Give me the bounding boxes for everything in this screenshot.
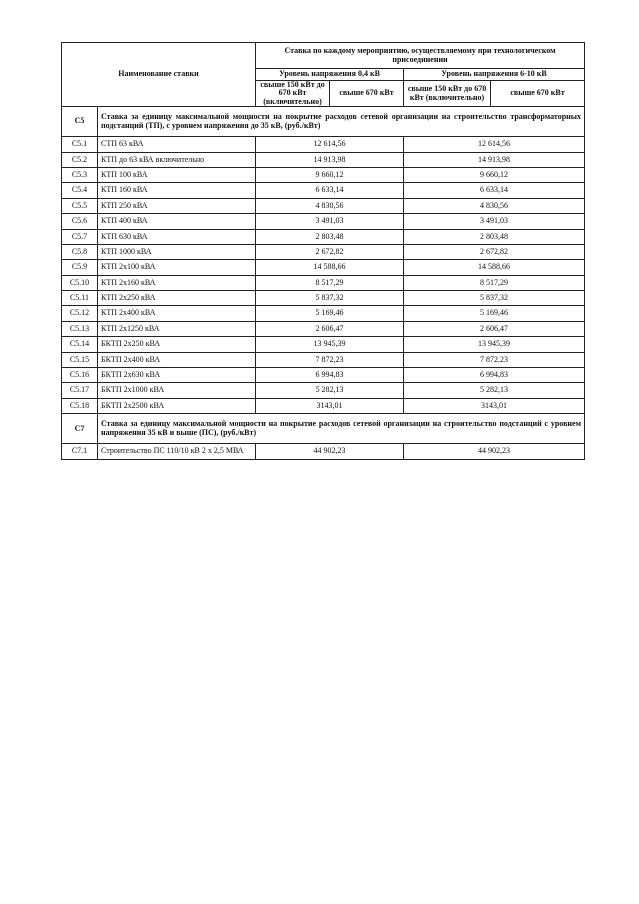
row-value-6-10kv: 14 913,98 [404, 152, 585, 167]
header-sub-6-10kv-150-670: свыше 150 кВт до 670 кВт (включительно) [404, 81, 491, 107]
row-name: КТП 160 кВА [98, 183, 256, 198]
row-value-6-10kv: 44 902,23 [404, 444, 585, 459]
row-value-04kv: 13 945,39 [256, 337, 404, 352]
row-value-04kv: 9 660,12 [256, 167, 404, 182]
row-value-04kv: 5 169,46 [256, 306, 404, 321]
table-row [62, 244, 585, 259]
row-code: С5.5 [62, 198, 98, 213]
row-value-6-10kv: 2 606,47 [404, 321, 585, 336]
row-name: БКТП 2х1000 кВА [98, 383, 256, 398]
table-row [62, 444, 585, 459]
row-code: С5.2 [62, 152, 98, 167]
row-code: С5.1 [62, 137, 98, 152]
table-row [62, 214, 585, 229]
row-code: С7.1 [62, 444, 98, 459]
header-level-6-10kv: Уровень напряжения 6-10 кВ [404, 69, 585, 81]
row-value-04kv: 3143,01 [256, 398, 404, 413]
row-value-6-10kv: 5 169,46 [404, 306, 585, 321]
row-name: КТП 2х160 кВА [98, 275, 256, 290]
section-code: С5 [62, 107, 98, 137]
row-value-04kv: 2 803,48 [256, 229, 404, 244]
row-value-04kv: 3 491,03 [256, 214, 404, 229]
row-code: С5.14 [62, 337, 98, 352]
table-row [62, 337, 585, 352]
row-value-6-10kv: 12 614,56 [404, 137, 585, 152]
row-name: КТП 630 кВА [98, 229, 256, 244]
row-value-04kv: 7 872,23 [256, 352, 404, 367]
row-value-6-10kv: 13 945,39 [404, 337, 585, 352]
row-value-6-10kv: 14 588,66 [404, 260, 585, 275]
row-name: БКТП 2х250 кВА [98, 337, 256, 352]
header-sub-04kv-over-670: свыше 670 кВт [330, 81, 404, 107]
table-row [62, 368, 585, 383]
row-code: С5.10 [62, 275, 98, 290]
header-sub-04kv-150-670: свыше 150 кВт до 670 кВт (включительно) [256, 81, 330, 107]
row-value-6-10kv: 9 660,12 [404, 167, 585, 182]
header-rate-name: Наименование ставки [62, 43, 256, 107]
row-value-6-10kv: 4 830,56 [404, 198, 585, 213]
row-value-6-10kv: 3143,01 [404, 398, 585, 413]
row-value-04kv: 44 902,23 [256, 444, 404, 459]
row-value-04kv: 5 282,13 [256, 383, 404, 398]
row-value-6-10kv: 7 872,23 [404, 352, 585, 367]
row-value-04kv: 2 606,47 [256, 321, 404, 336]
row-name: БКТП 2х630 кВА [98, 368, 256, 383]
table-row [62, 291, 585, 306]
row-code: С5.8 [62, 244, 98, 259]
table-row [62, 137, 585, 152]
section-row-c7 [62, 414, 585, 444]
table-row [62, 275, 585, 290]
row-value-04kv: 4 830,56 [256, 198, 404, 213]
row-code: С5.11 [62, 291, 98, 306]
row-value-04kv: 14 588,66 [256, 260, 404, 275]
row-code: С5.13 [62, 321, 98, 336]
header-level-04kv: Уровень напряжения 0,4 кВ [256, 69, 404, 81]
row-code: С5.3 [62, 167, 98, 182]
row-value-04kv: 6 633,14 [256, 183, 404, 198]
table-row [62, 229, 585, 244]
row-name: КТП 1000 кВА [98, 244, 256, 259]
table-row [62, 383, 585, 398]
section-row-c5 [62, 107, 585, 137]
row-value-04kv: 6 994,83 [256, 368, 404, 383]
row-code: С5.15 [62, 352, 98, 367]
table-row [62, 198, 585, 213]
row-code: С5.16 [62, 368, 98, 383]
tariff-table [61, 42, 585, 460]
row-name: КТП до 63 кВА включительно [98, 152, 256, 167]
section-title: Ставка за единицу максимальной мощности на покрытие расходов сетевой организации на строительство трансформаторных подстанций (ТП), с уровнем напряжения до 35 кВ, (руб./кВт) [98, 107, 585, 137]
row-value-04kv: 2 672,82 [256, 244, 404, 259]
table-row [62, 398, 585, 413]
row-name: КТП 2х1250 кВА [98, 321, 256, 336]
table-row [62, 183, 585, 198]
row-code: С5.6 [62, 214, 98, 229]
row-name: КТП 2х250 кВА [98, 291, 256, 306]
header-rate-title: Ставка по каждому мероприятию, осуществляемому при технологическом присоединении [256, 43, 585, 69]
section-code: С7 [62, 414, 98, 444]
row-name: КТП 2х400 кВА [98, 306, 256, 321]
row-name: СТП 63 кВА [98, 137, 256, 152]
section-title: Ставка за единицу максимальной мощности на покрытие расходов сетевой организации на строительство подстанций с уровнем напряжения 35 кВ и выше (ПС), (руб./кВт) [98, 414, 585, 444]
row-code: С5.18 [62, 398, 98, 413]
row-value-6-10kv: 6 633,14 [404, 183, 585, 198]
row-name: КТП 250 кВА [98, 198, 256, 213]
row-code: С5.9 [62, 260, 98, 275]
row-code: С5.12 [62, 306, 98, 321]
row-code: С5.17 [62, 383, 98, 398]
row-code: С5.4 [62, 183, 98, 198]
row-value-6-10kv: 5 282,13 [404, 383, 585, 398]
row-value-6-10kv: 6 994,83 [404, 368, 585, 383]
row-value-04kv: 5 837,32 [256, 291, 404, 306]
table-row [62, 352, 585, 367]
row-name: Строительство ПС 110/10 кВ 2 х 2,5 МВА [98, 444, 256, 459]
row-name: БКТП 2х2500 кВА [98, 398, 256, 413]
row-value-6-10kv: 2 803,48 [404, 229, 585, 244]
row-name: КТП 100 кВА [98, 167, 256, 182]
row-value-6-10kv: 8 517,29 [404, 275, 585, 290]
table-row [62, 306, 585, 321]
row-code: С5.7 [62, 229, 98, 244]
table-row [62, 152, 585, 167]
row-name: БКТП 2х400 кВА [98, 352, 256, 367]
row-name: КТП 400 кВА [98, 214, 256, 229]
row-value-6-10kv: 5 837,32 [404, 291, 585, 306]
row-name: КТП 2х100 кВА [98, 260, 256, 275]
header-sub-6-10kv-over-670: свыше 670 кВт [491, 81, 585, 107]
row-value-04kv: 14 913,98 [256, 152, 404, 167]
row-value-6-10kv: 3 491,03 [404, 214, 585, 229]
row-value-04kv: 12 614,56 [256, 137, 404, 152]
table-row [62, 260, 585, 275]
row-value-6-10kv: 2 672,82 [404, 244, 585, 259]
table-row [62, 167, 585, 182]
table-row [62, 321, 585, 336]
row-value-04kv: 8 517,29 [256, 275, 404, 290]
